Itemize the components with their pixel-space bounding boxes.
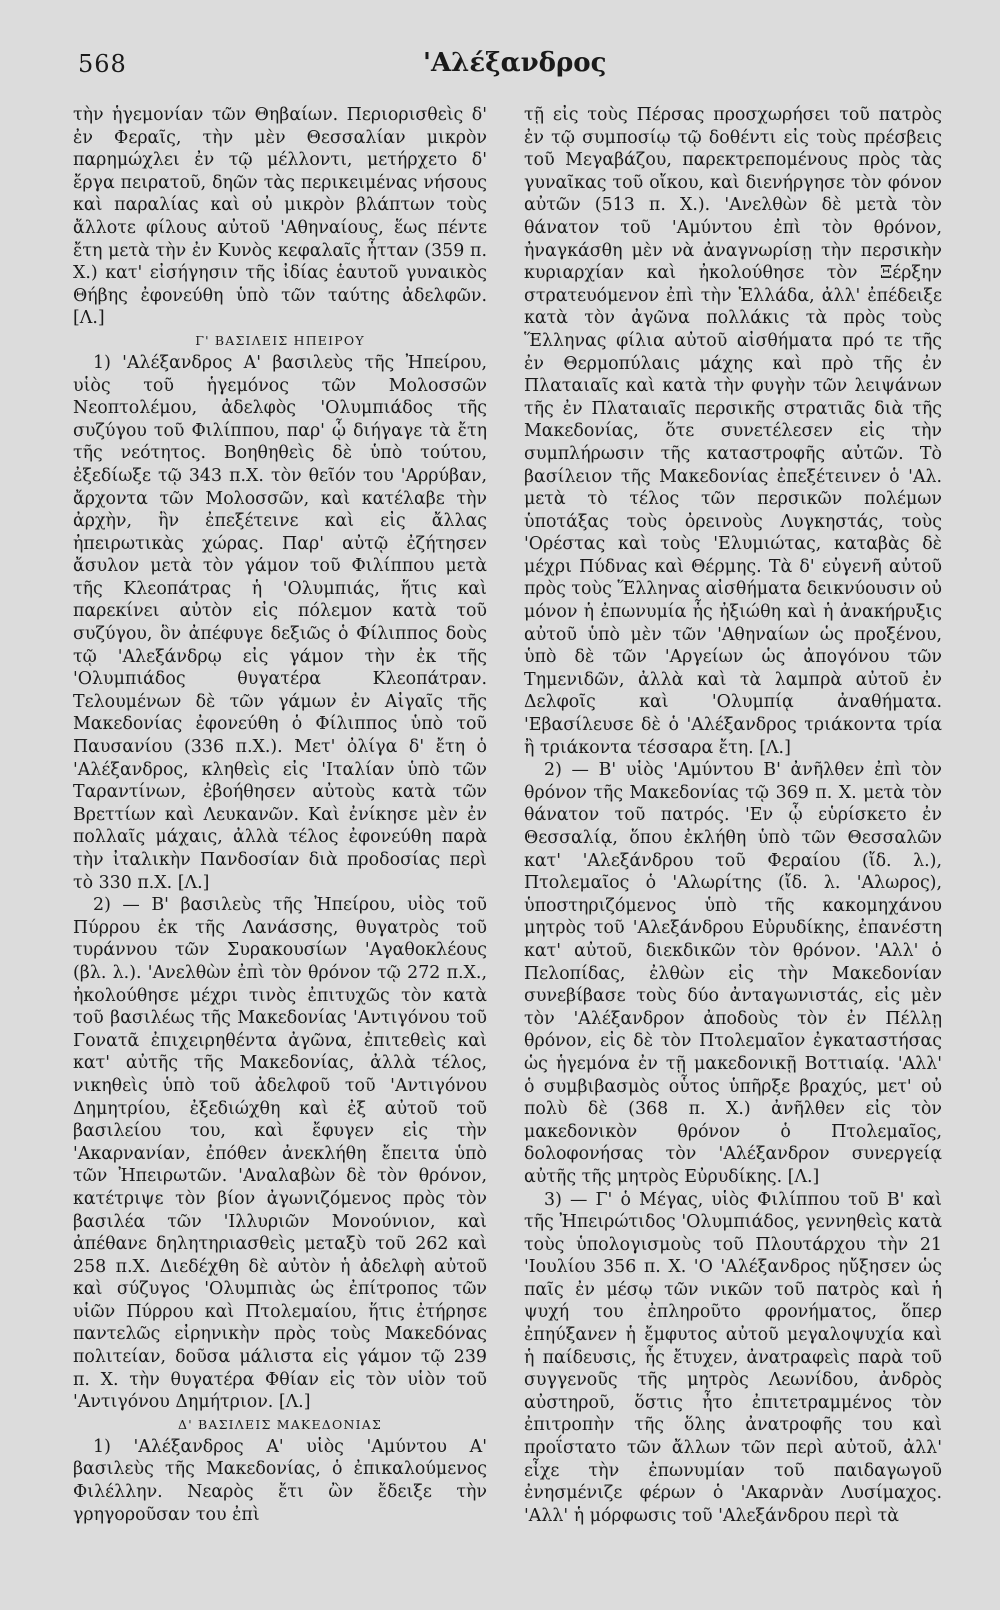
paragraph-alexander-pherae-end: τὴν ἡγεμονίαν τῶν Θηβαίων. Περιορισθεὶς δ' ἐν Φεραῖς, τὴν μὲν Θεσσαλίαν μικρὸν παρημώχλει ἐν τῷ μέλλοντι, μετήρχετο δ' ἔργα πειρατοῦ, δηῶν τὰς περικειμένας νήσους καὶ παραλίας καὶ οὐ μικρὸν βλάπτων τοὺς ἄλλοτε φίλους αὐτοῦ 'Αθηναίους, ἕως πέντε ἔτη μετὰ τὴν ἐν Κυνὸς κεφαλαῖς ἧτταν (359 π. Χ.) κατ' εἰσήγησιν τῆς ἰδίας ἑαυτοῦ γυναικὸς Θήβης ἐφονεύθη ὑπὸ τῶν ταύτης ἀδελφῶν. [Λ.] — [73, 105, 487, 329]
paragraph-alexander-ii-epirus: 2) — Β' βασιλεὺς τῆς Ἠπείρου, υἱὸς τοῦ Πύρρου ἐκ τῆς Λανάσσης, θυγατρὸς τοῦ τυράννου τῶν Συρακουσίων 'Αγαθοκλέους (βλ. λ.). 'Ανελθὼν ἐπὶ τὸν θρόνον τῷ 272 π.Χ., ἠκολούθησε μέχρι τινὸς ἐπιτυχῶς τὸν κατὰ τοῦ βασιλέως τῆς Μακεδονίας 'Αντιγόνου τοῦ Γονατᾶ ἐπιχειρηθέντα ἀγῶνα, ἐπιτεθεὶς καὶ κατ' αὐτῆς τῆς Μακεδονίας, ἀλλὰ τέλος, νικηθεὶς ὑπὸ τοῦ ἀδελφοῦ τοῦ 'Αντιγόνου Δημητρίου, ἐξεδιώχθη καὶ ἐξ αὐτοῦ τοῦ βασιλείου του, καὶ ἔφυγεν εἰς τὴν 'Ακαρνανίαν, ἐπόθεν ἀνεκλήθη ἔπειτα ὑπὸ τῶν Ἠπειρωτῶν. 'Αναλαβὼν δὲ τὸν θρόνον, κατέτριψε τὸν βίον ἀγωνιζόμενος πρὸς τὸν βασιλέα τῶν 'Ιλλυριῶν Μονούνιον, καὶ ἀπέθανε δηλητηριασθεὶς μεταξὺ τοῦ 262 καὶ 258 π.Χ. Διεδέχθη δὲ αὐτὸν ἡ ἀδελφὴ αὐτοῦ καὶ σύζυγος 'Ολυμπιὰς ὡς ἐπίτροπος τῶν υἱῶν Πύρρου καὶ Πτολεμαίου, ἥτις ἐτήρησε παντελῶς εἰρηνικὴν πρὸς τοὺς Μακεδόνας πολιτείαν, δοῦσα μάλιστα εἰς γάμον τῷ 239 π. Χ. τὴν θυγατέρα Φθίαν εἰς τὸν υἱὸν τοῦ 'Αντιγόνου Δημήτριον. [Λ.] — [73, 895, 487, 1413]
paragraph-alexander-iii-great: 3) — Γ' ὁ Μέγας, υἱὸς Φιλίππου τοῦ Β' καὶ τῆς Ἠπειρώτιδος 'Ολυμπιάδος, γεννηθεὶς κατὰ τοὺς ὑπολογισμοὺς τοῦ Πλουτάρχου τὴν 21 'Ιουλίου 356 π. Χ. 'Ο 'Αλέξανδρος ηὔξησεν ὡς παῖς ἐν μέσῳ τῶν νικῶν τοῦ πατρὸς καὶ ἡ ψυχή του ἐπληροῦτο φρονήματος, ὅπερ ἐπηύξανεν ἡ ἔμφυτος αὐτοῦ μεγαλοψυχία καὶ ἡ παίδευσις, ἧς ἔτυχεν, ἀνατραφεὶς παρὰ τοῦ συγγενοῦς τῆς μητρὸς Λεωνίδου, ἀνδρὸς αὐστηροῦ, ὅστις ἦτο ἐπιτετραμμένος τὸν ἐπιτροπὴν τῆς ὅλης ἀνατροφῆς του καὶ προΐστατο τῶν ἄλλων τῶν περὶ αὐτοῦ, ἀλλ' εἶχε τὴν ἐπωνυμίαν τοῦ παιδαγωγοῦ ἐνησμένιζε φέρων ὁ 'Ακαρνὰν Λυσίμαχος. 'Αλλ' ἡ μόρφωσις τοῦ 'Αλεξάνδρου περὶ τὰ — [524, 1189, 942, 1526]
paragraph-alexander-i-macedonia-cont: τῇ εἰς τοὺς Πέρσας προσχωρήσει τοῦ πατρὸς ἐν τῷ συμποσίῳ τῷ δοθέντι εἰς τοὺς πρέσβεις τοῦ Μεγαβάζου, παρεκτρεπομένους πρὸς τὰς γυναῖκας τοῦ οἴκου, καὶ διενήργησε τὸν φόνον αὐτῶν (513 π. Χ.). 'Ανελθὼν δὲ μετὰ τὸν θάνατον τοῦ 'Αμύντου ἐπὶ τὸν θρόνον, ἠναγκάσθη μὲν νὰ ἀναγνωρίσῃ τὴν περσικὴν κυριαρχίαν καὶ ἠκολούθησε τὸν Ξέρξην στρατευόμενον ἐπὶ τὴν Ἑλλάδα, ἀλλ' ἐπέδειξε κατὰ τὸν ἀγῶνα πολλάκις τὰ πρὸς τοὺς Ἕλληνας φίλια αὐτοῦ αἰσθήματα πρό τε τῆς ἐν Θερμοπύλαις μάχης καὶ πρὸ τῆς ἐν Πλαταιαῖς καὶ κατὰ τὴν φυγὴν τῶν λειψάνων τῆς ἐν Πλαταιαῖς περσικῆς στρατιᾶς διὰ τῆς Μακεδονίας, ὅτε συνετέλεσεν εἰς τὴν συμπλήρωσιν τῆς καταστροφῆς αὐτῶν. Τὸ βασίλειον τῆς Μακεδονίας ἐπεξέτεινεν ὁ 'Αλ. μετὰ τὸ τέλος τῶν περσικῶν πολέμων ὑποτάξας τοὺς ὀρεινοὺς Λυγκηστάς, τοὺς 'Ορέστας καὶ τοὺς 'Ελυμιώτας, καταβὰς δὲ μέχρι Πύδνας καὶ Θέρμης. Τὰ δ' εὐγενῆ αὐτοῦ πρὸς τοὺς Ἕλληνας αἰσθήματα δεικνύουσιν οὐ μόνον ἡ ἐπωνυμία ἧς ἠξιώθη καὶ ἡ ἀνακήρυξις αὐτοῦ ὑπὸ μὲν τῶν 'Αθηναίων ὡς προξένου, ὑπὸ δὲ τῶν 'Αργείων ὡς ἀπογόνου τῶν Τημενιδῶν, ἀλλὰ καὶ τὰ λαμπρὰ αὐτοῦ ἐν Δελφοῖς καὶ 'Ολυμπίᾳ ἀναθήματα. 'Εβασίλευσε δὲ ὁ 'Αλέξανδρος τριάκοντα τρία ἢ τριάκοντα τέσσαρα ἔτη. [Λ.] — [524, 105, 942, 758]
paragraph-alexander-i-macedonia: 1) 'Αλέξανδρος Α' υἱὸς 'Αμύντου Α' βασιλεὺς τῆς Μακεδονίας, ὁ ἐπικαλούμενος Φιλέλλην. Νεαρὸς ἔτι ὢν ἔδειξε τὴν γρηγοροῦσαν του ἐπὶ — [73, 1436, 487, 1525]
paragraph-alexander-ii-macedonia: 2) — Β' υἱὸς 'Αμύντου Β' ἀνῆλθεν ἐπὶ τὸν θρόνον τῆς Μακεδονίας τῷ 369 π. Χ. μετὰ τὸν θάνατον τοῦ πατρός. 'Εν ᾧ εὑρίσκετο ἐν Θεσσαλίᾳ, ὅπου ἐκλήθη ὑπὸ τῶν Θεσσαλῶν κατ' 'Αλεξάνδρου τοῦ Φεραίου (ἴδ. λ.), Πτολεμαῖος ὁ 'Αλωρίτης (ἴδ. λ. 'Αλωρος), ὑποστηριζόμενος ὑπὸ τῆς κακομηχάνου μητρὸς τοῦ 'Αλεξάνδρου Εὐρυδίκης, ἐπανέστη κατ' αὐτοῦ, διεκδικῶν τὸν θρόνον. 'Αλλ' ὁ Πελοπίδας, ἐλθὼν εἰς τὴν Μακεδονίαν συνεβίβασε τοὺς δύο ἀνταγωνιστάς, εἰς μὲν τὸν 'Αλέξανδρον ἀποδοὺς τὸν ἐν Πέλλῃ θρόνον, εἰς δὲ τὸν Πτολεμαῖον ἐγκαταστήσας ὡς ἡγεμόνα ἐν τῇ μακεδονικῇ Βοττιαίᾳ. 'Αλλ' ὁ συμβιβασμὸς οὗτος ὑπῆρξε βραχύς, μετ' οὐ πολὺ δὲ (368 π. Χ.) ἀνῆλθεν εἰς τὸν μακεδονικὸν θρόνον ὁ Πτολεμαῖος, δολοφονήσας τὸν 'Αλέξανδρον συνεργείᾳ αὐτῆς τῆς μητρὸς Εὐρυδίκης. [Λ.] — [524, 760, 942, 1187]
running-head: 'Αλέξανδρος — [423, 48, 607, 78]
section-heading-kings-epirus: Γ' ΒΑΣΙΛΕΙΣ ΗΠΕΙΡΟΥ — [195, 332, 365, 348]
page-number: 568 — [78, 50, 127, 78]
left-column — [73, 104, 487, 1526]
right-column — [524, 104, 942, 1527]
section-heading-kings-macedonia: Δ' ΒΑΣΙΛΕΙΣ ΜΑΚΕΔΟΝΙΑΣ — [177, 1416, 383, 1432]
paragraph-alexander-i-epirus: 1) 'Αλέξανδρος Α' βασιλεὺς τῆς Ἠπείρου, υἱὸς τοῦ ἡγεμόνος τῶν Μολοσσῶν Νεοπτολέμου, ἀδελφὸς 'Ολυμπιάδος τῆς συζύγου τοῦ Φιλίππου, παρ' ᾧ διήγαγε τὰ ἔτη τῆς νεότητος. Βοηθηθεὶς δὲ ὑπὸ τούτου, ἐξεδίωξε τῷ 343 π.Χ. τὸν θεῖόν του 'Αρρύβαν, ἄρχοντα τῶν Μολοσσῶν, καὶ κατέλαβε τὴν ἀρχὴν, ἣν ἐπεξέτεινε καὶ εἰς ἄλλας ἠπειρωτικὰς χώρας. Παρ' αὐτῷ ἐζήτησεν ἄσυλον μετὰ τὸν γάμον τοῦ Φιλίππου μετὰ τῆς Κλεοπάτρας ἡ 'Ολυμπιάς, ἥτις καὶ παρεκίνει αὐτὸν εἰς πόλεμον κατὰ τοῦ συζύγου, ὃν ἀπέφυγε δεξιῶς ὁ Φίλιππος δοὺς τῷ 'Αλεξάνδρῳ εἰς γάμον τὴν ἐκ τῆς 'Ολυμπιάδος θυγατέρα Κλεοπάτραν. Τελουμένων δὲ τῶν γάμων ἐν Αἰγαῖς τῆς Μακεδονίας ἐφονεύθη ὁ Φίλιππος ὑπὸ τοῦ Παυσανίου (336 π.Χ.). Μετ' ὀλίγα δ' ἔτη ὁ 'Αλέξανδρος, κληθεὶς εἰς 'Ιταλίαν ὑπὸ τῶν Ταραντίνων, ἐβοήθησεν αὐτοὺς κατὰ τῶν Βρεττίων καὶ Λευκανῶν. Καὶ ἐνίκησε μὲν ἐν πολλαῖς μάχαις, ἀλλὰ τέλος ἐφονεύθη παρὰ τὴν ἰταλικὴν Πανδοσίαν διὰ προδοσίας περὶ τὸ 330 π.Χ. [Λ.] — [73, 352, 487, 893]
page-header — [78, 44, 607, 84]
